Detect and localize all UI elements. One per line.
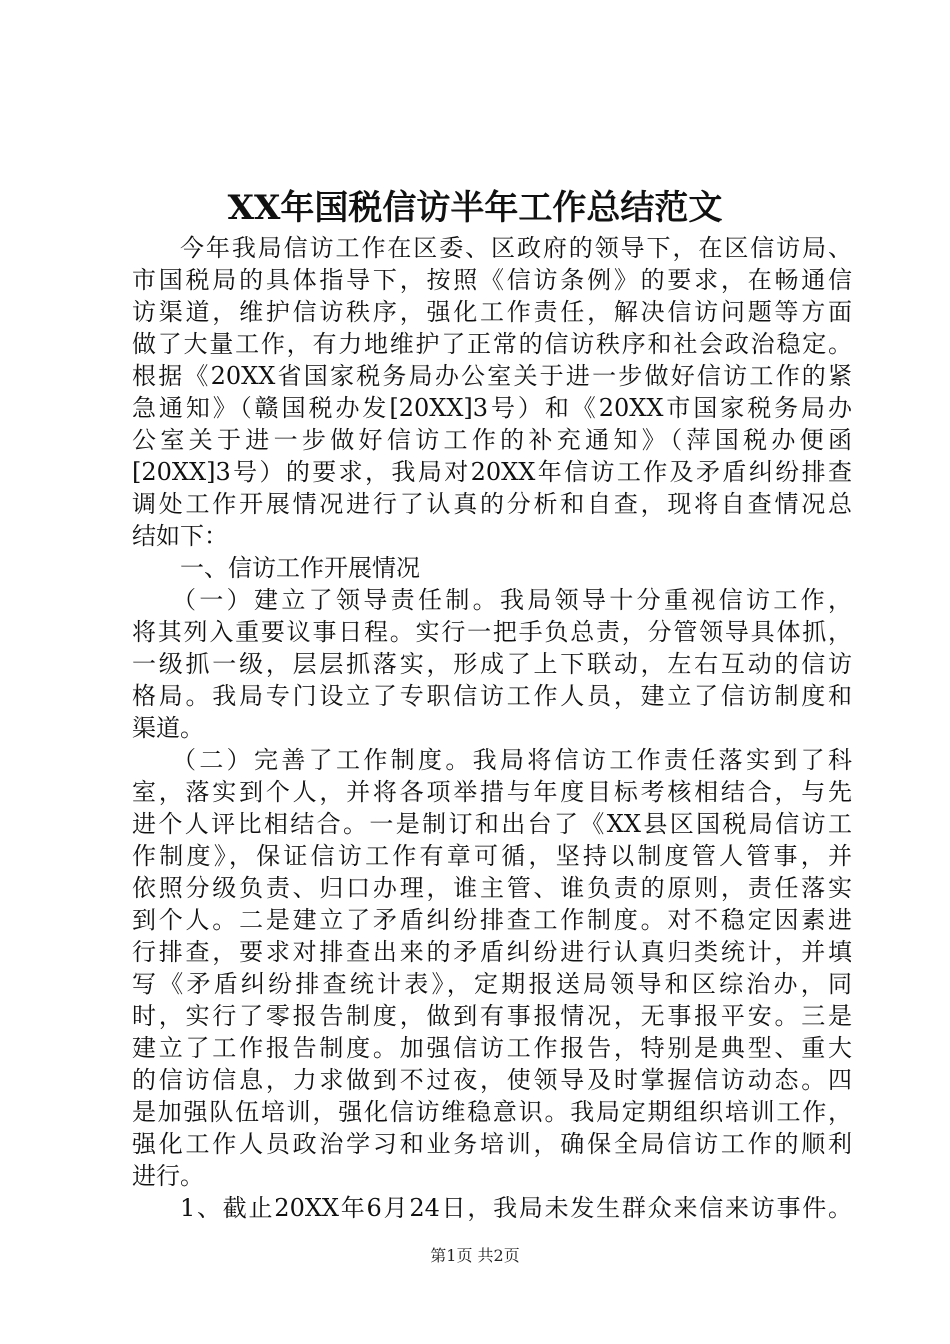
section-heading: 一、信访工作开展情况 bbox=[180, 554, 420, 582]
body-line: （一）建立了领导责任制。我局领导十分重视信访工作， bbox=[172, 586, 852, 614]
body-line: 公室关于进一步做好信访工作的补充通知》（萍国税办便函 bbox=[132, 426, 852, 454]
body-line: 是加强队伍培训，强化信访维稳意识。我局定期组织培训工作， bbox=[132, 1098, 852, 1126]
body-line: 的信访信息，力求做到不过夜，使领导及时掌握信访动态。四 bbox=[132, 1066, 852, 1094]
body-line: 访渠道，维护信访秩序，强化工作责任，解决信访问题等方面 bbox=[132, 298, 852, 326]
body-line: 将其列入重要议事日程。实行一把手负总责，分管领导具体抓， bbox=[132, 618, 852, 646]
body-line: 渠道。 bbox=[132, 714, 204, 742]
body-line: 进行。 bbox=[132, 1162, 204, 1190]
page-footer: 第1页 共2页 bbox=[430, 1246, 520, 1265]
body-line: 做了大量工作，有力地维护了正常的信访秩序和社会政治稳定。 bbox=[132, 330, 852, 358]
body-line: 到个人。二是建立了矛盾纠纷排查工作制度。对不稳定因素进 bbox=[132, 906, 852, 934]
body-line: 依照分级负责、归口办理，谁主管、谁负责的原则，责任落实 bbox=[132, 874, 852, 902]
document-body bbox=[132, 232, 852, 1224]
body-line: 作制度》，保证信访工作有章可循，坚持以制度管人管事，并 bbox=[132, 842, 852, 870]
body-line: 时，实行了零报告制度，做到有事报情况，无事报平安。三是 bbox=[132, 1002, 852, 1030]
body-line: 一级抓一级，层层抓落实，形成了上下联动，左右互动的信访 bbox=[132, 650, 852, 678]
body-line: 今年我局信访工作在区委、区政府的领导下，在区信访局、 bbox=[180, 234, 852, 262]
body-line: 急通知》（赣国税办发[20XX]3号）和《20XX市国家税务局办 bbox=[132, 394, 852, 422]
body-line: 建立了工作报告制度。加强信访工作报告，特别是典型、重大 bbox=[132, 1034, 852, 1062]
body-line: 进个人评比相结合。一是制订和出台了《XX县区国税局信访工 bbox=[132, 810, 852, 838]
body-line: 强化工作人员政治学习和业务培训，确保全局信访工作的顺利 bbox=[132, 1130, 852, 1158]
body-line: 市国税局的具体指导下，按照《信访条例》的要求，在畅通信 bbox=[132, 266, 852, 294]
document-title: XX年国税信访半年工作总结范文 bbox=[227, 188, 723, 228]
body-line: 调处工作开展情况进行了认真的分析和自查，现将自查情况总 bbox=[132, 490, 852, 518]
body-line: 1、截止20XX年6月24日，我局未发生群众来信来访事件。 bbox=[180, 1194, 852, 1222]
body-line: 行排查，要求对排查出来的矛盾纠纷进行认真归类统计，并填 bbox=[132, 938, 852, 966]
body-line: 室，落实到个人，并将各项举措与年度目标考核相结合，与先 bbox=[132, 778, 852, 806]
body-line: （二）完善了工作制度。我局将信访工作责任落实到了科 bbox=[172, 746, 852, 774]
body-line: [20XX]3号）的要求，我局对20XX年信访工作及矛盾纠纷排查 bbox=[132, 458, 852, 486]
body-line: 格局。我局专门设立了专职信访工作人员，建立了信访制度和 bbox=[132, 682, 852, 710]
body-line: 根据《20XX省国家税务局办公室关于进一步做好信访工作的紧 bbox=[132, 362, 852, 390]
body-line: 写《矛盾纠纷排查统计表》，定期报送局领导和区综治办，同 bbox=[132, 970, 852, 998]
body-line: 结如下： bbox=[132, 522, 228, 550]
